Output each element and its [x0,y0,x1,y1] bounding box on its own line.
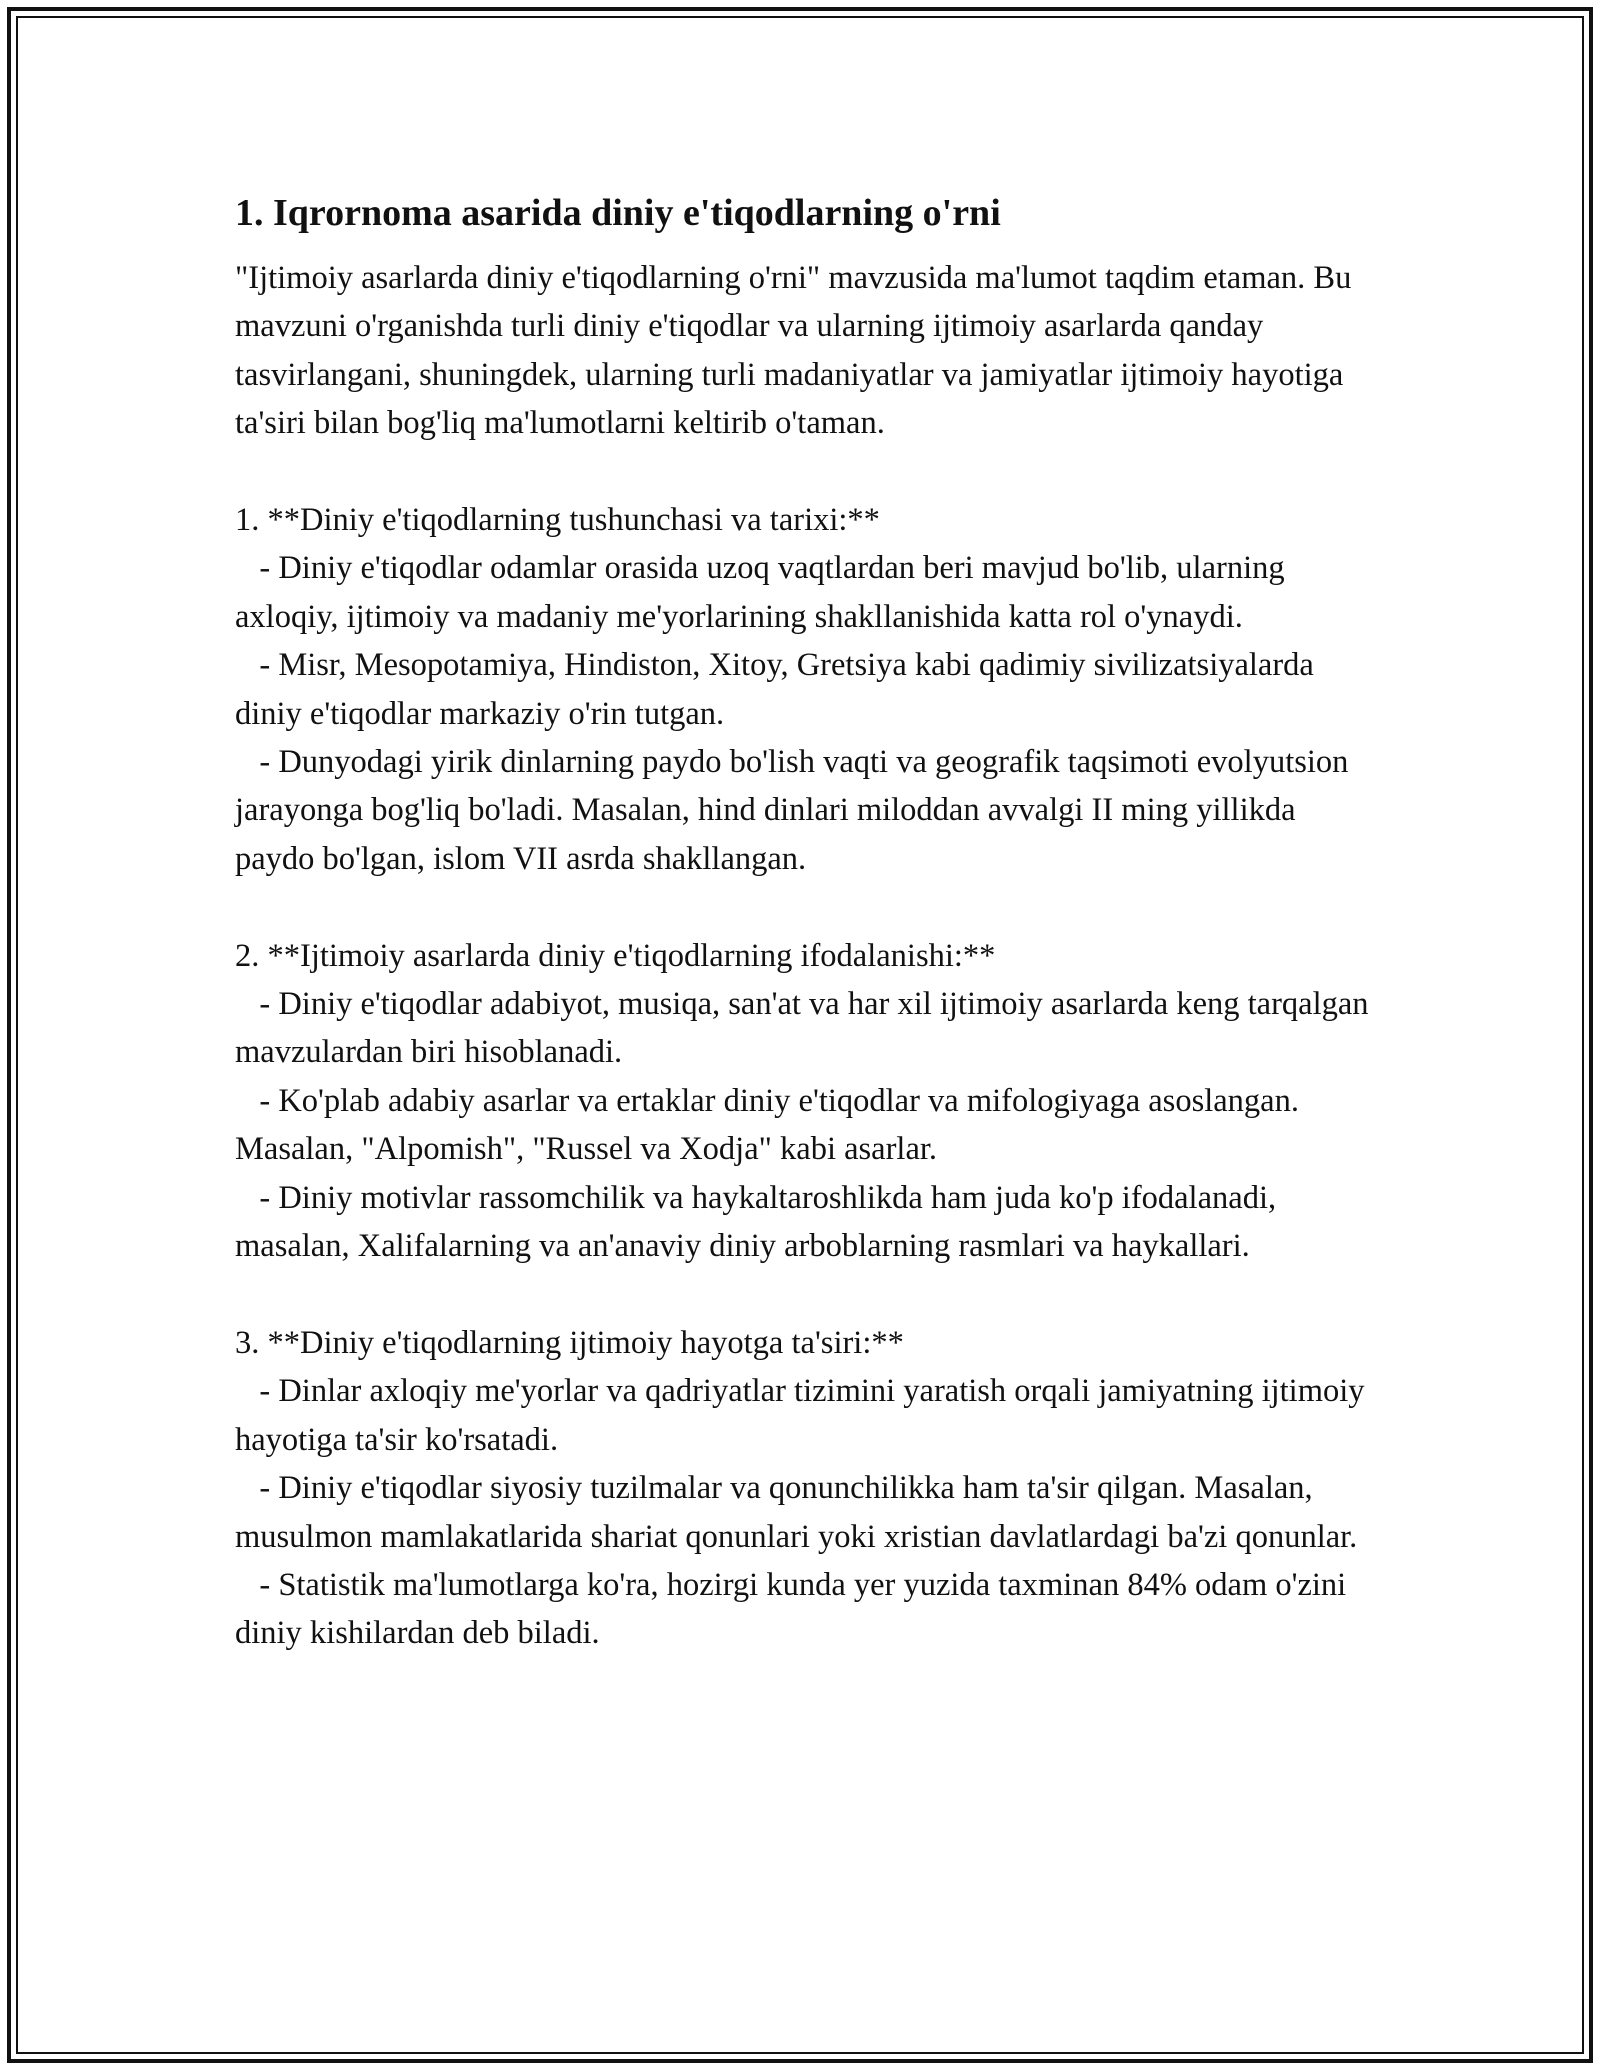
paragraph-spacer [235,448,1375,496]
section-heading: 2. **Ijtimoiy asarlarda diniy e'tiqodlarning ifodalanishi:** [235,937,996,974]
section-item: - Diniy e'tiqodlar adabiyot, musiqa, san'at va har xil ijtimoiy asarlarda keng tarqalgan mavzulardan biri hisoblanadi. [235,986,1377,1071]
paragraph-spacer [235,883,1375,931]
document-body [235,186,1375,1658]
section-heading: 1. **Diniy e'tiqodlarning tushunchasi va tarixi:** [235,502,880,539]
section-3 [235,1319,1375,1658]
section-item: - Diniy e'tiqodlar odamlar orasida uzoq vaqtlardan beri mavjud bo'lib, ularning axloqiy, ijtimoiy va madaniy me'yorlarining shakllanishida katta rol o'ynaydi. [235,550,1293,635]
section-item: - Diniy e'tiqodlar siyosiy tuzilmalar va qonunchilikka ham ta'sir qilgan. Masalan, musulmon mamlakatlarida shariat qonunlari yoki xristian davlatlardagi ba'zi qonunlar. [235,1470,1358,1555]
section-1 [235,496,1375,883]
intro-paragraph: "Ijtimoiy asarlarda diniy e'tiqodlarning o'rni" mavzusida ma'lumot taqdim etaman. Bu mavzuni o'rganishda turli diniy e'tiqodlar va ularning ijtimoiy asarlarda qanday tasvirlangani, shuningdek, ularning turli madaniyatlar va jamiyatlar ijtimoiy hayotiga ta'siri bilan bog'liq ma'lumotlarni keltirib o'taman. [235,260,1360,442]
section-item: - Misr, Mesopotamiya, Hindiston, Xitoy, Gretsiya kabi qadimiy sivilizatsiyalarda diniy e'tiqodlar markaziy o'rin tutgan. [235,647,1322,732]
section-heading: 3. **Diniy e'tiqodlarning ijtimoiy hayotga ta'siri:** [235,1324,904,1361]
section-item: - Dunyodagi yirik dinlarning paydo bo'lish vaqti va geografik taqsimoti evolyutsion jarayonga bog'liq bo'ladi. Masalan, hind dinlari miloddan avvalgi II ming yillikda paydo bo'lgan, islom VII asrda shakllangan. [235,744,1357,877]
section-item: - Dinlar axloqiy me'yorlar va qadriyatlar tizimini yaratish orqali jamiyatning ijtimoiy hayotiga ta'sir ko'rsatadi. [235,1373,1373,1458]
section-item: - Ko'plab adabiy asarlar va ertaklar diniy e'tiqodlar va mifologiyaga asoslangan. Masalan, "Alpomish", "Russel va Xodja" kabi asarlar. [235,1082,1308,1168]
section-item: - Statistik ma'lumotlarga ko'ra, hozirgi kunda yer yuzida taxminan 84% odam o'zini diniy kishilardan deb biladi. [235,1566,1355,1652]
section-2 [235,932,1375,1271]
paragraph-spacer [235,1271,1375,1319]
document-title: 1. Iqrornoma asarida diniy e'tiqodlarning o'rni [235,192,1001,234]
section-item: - Diniy motivlar rassomchilik va haykaltaroshlikda ham juda ko'p ifodalanadi, masalan, Xalifalarning va an'anaviy diniy arboblarning rasmlari va haykallari. [235,1179,1285,1265]
